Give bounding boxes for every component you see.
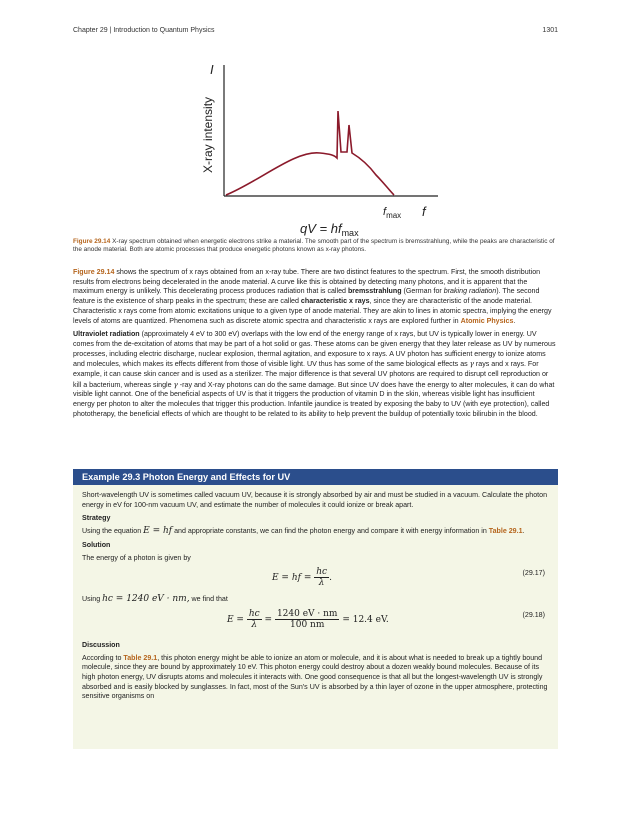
- equation-29-17: E = hf = $\frac{hc}{\lambda}$ . (29.17): [272, 567, 545, 589]
- page-number: 1301: [542, 27, 558, 34]
- figure-caption: [73, 238, 558, 255]
- paragraph-xray-spectrum: Figure 29.14 shows the spectrum of x rays obtained from an x-ray tube. There are two distinct features to the spectrum. First, the smooth distribution results from electrons being decelerated in the anode material. A curve like this is obtained by detecting many photons, and it is apparent that the maximum energy is unlikely. This decelerating process produces radiation that is called bremsstrahlung (German for braking radiation). The second feature is the existence of sharp peaks in the spectrum; these are called characteristic x rays, since they are characteristic of the anode material. Characteristic x rays come from atomic excitations unique to a given type of anode material. They are akin to lines in atomic spectra, implying the energy levels of atoms are quantized. Phenomena such as discrete atomic spectra and characteristic x rays are explored further in Atomic Physics.: [73, 268, 552, 325]
- example-problem: Short-wavelength UV is sometimes called vacuum UV, because it is strongly absorbed by air and must be studied in a vacuum. Calculate the photon energy in eV for 100-nm vacuum UV, and estimate the number of molecules it could ionize or break apart.: [82, 491, 548, 509]
- using-text: Using hc = 1240 eV · nm, we find that: [82, 594, 228, 605]
- body-text: [73, 268, 558, 424]
- solution-text: The energy of a photon is given by: [82, 553, 191, 562]
- discussion-heading: Discussion: [82, 640, 120, 649]
- table-link[interactable]: Table 29.1: [488, 527, 523, 536]
- discussion-text: According to Table 29.1, this photon energy might be able to ionize an atom or molecule, and it is about what is needed to break up a tightly bound molecule, since they are bound by approximately 10 eV. This photon energy could destroy about a dozen weakly bound molecules. Because of its high photon energy, UV disrupts atoms and molecules it interacts with. One good consequence is that all but the longest-wavelength UV is strongly absorbed and is easily blocked by sunglasses. In fact, most of the Sun's UV is absorbed by a thin layer of ozone in the upper atmosphere, protecting sensitive organisms on: [82, 653, 548, 701]
- example-box: [73, 469, 558, 749]
- energy-equation: qV = $hf_{max}$: [300, 221, 359, 238]
- atomic-physics-link[interactable]: Atomic Physics: [460, 316, 514, 325]
- y-axis-label: X-ray intensity: [201, 96, 215, 173]
- fmax-label: $f_{max}$: [383, 206, 402, 220]
- equation-29-18: E = $\frac{hc}{\lambda}$ = $\frac{1240 eV \cdot nm}{100 nm}$ = 12.4 eV. (29.18): [227, 608, 545, 630]
- equation-number: (29.17): [522, 569, 545, 578]
- solution-heading: Solution: [82, 540, 111, 549]
- equation-number: (29.18): [522, 610, 545, 619]
- caption-text: X-ray spectrum obtained when energetic electrons strike a material. The smooth part of the spectrum is bremsstrahlung, while the peaks are characteristic of the anode material. Both are atomic processes that produce energetic photons known as x-ray photons.: [73, 238, 555, 254]
- strategy-heading: Strategy: [82, 514, 111, 523]
- chapter-title: Chapter 29 | Introduction to Quantum Physics: [73, 27, 215, 34]
- paragraph-ultraviolet: Ultraviolet radiation (approximately 4 eV to 300 eV) overlaps with the low end of the energy range of x rays, but UV is typically lower in energy. UV comes from the de-excitation of atoms that may be part of a hot solid or gas. These atoms can be given energy that they later release as UV by numerous processes, including electric discharge, nuclear explosion, thermal agitation, and exposure to x rays. A UV photon has sufficient energy to ionize atoms and molecules, which makes its effects different from those of visible light. UV thus has some of the same biological effects as γ rays and x rays. For example, it can cause skin cancer and is used as a sterilizer. The major difference is that several UV photons are required to disrupt cell reproduction or kill a bacterium, whereas single γ -ray and X-ray photons can do the same damage. But since UV does have the energy to alter molecules, it can do what visible light cannot. One of the beneficial aspects of UV is that it triggers the production of vitamin D in the skin, whereas visible light has insufficient energy per photon to alter the molecules that trigger this production. Infantile jaundice is treated by exposing the baby to UV (with eye protection), called phototherapy, the beneficial effects of which are thought to be related to its ability to help prevent the buildup of potentially toxic bilirubin in the blood.: [73, 330, 556, 418]
- figure-link[interactable]: Figure 29.14: [73, 268, 115, 276]
- spectrum-curve: [226, 111, 394, 195]
- strategy-text: Using the equation E = hf and appropriate constants, we can find the photon energy and compare it with energy information in Table 29.1.: [82, 526, 525, 537]
- x-axis-symbol: f: [422, 204, 426, 219]
- y-axis-symbol: I: [210, 62, 214, 77]
- example-title: Example 29.3 Photon Energy and Effects for UV: [73, 469, 558, 485]
- xray-spectrum-figure: [190, 55, 450, 240]
- caption-label: Figure 29.14: [73, 238, 111, 245]
- table-link[interactable]: Table 29.1: [123, 653, 158, 662]
